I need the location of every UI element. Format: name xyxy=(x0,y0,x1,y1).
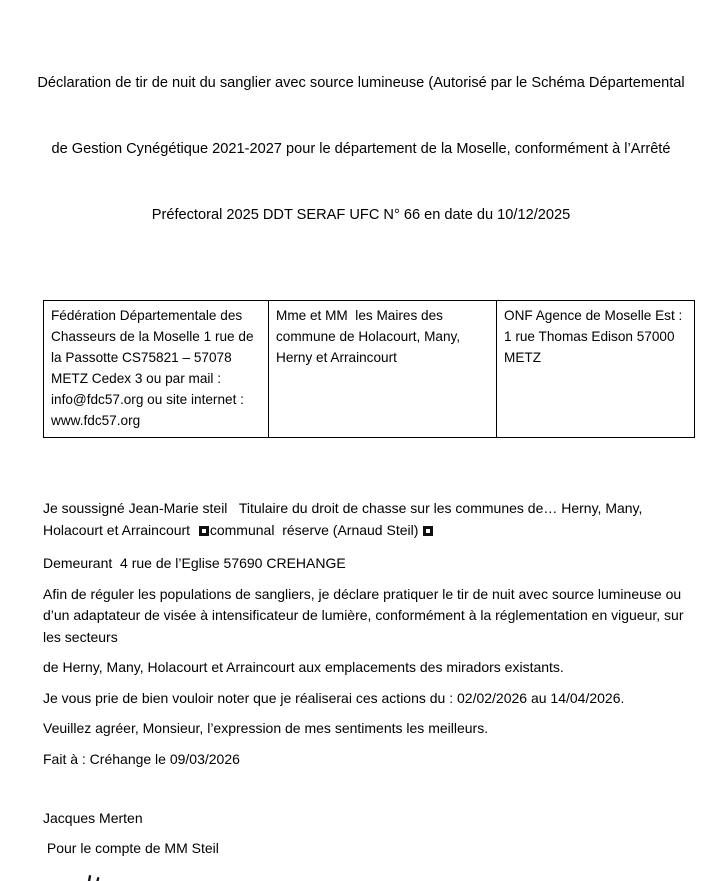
document-title xyxy=(30,28,692,270)
checkbox-icon xyxy=(199,526,209,536)
declaration-text-2: communal réserve (Arnaud Steil) xyxy=(209,521,423,538)
letter-body xyxy=(43,498,694,881)
document-title-line-1: Déclaration de tir de nuit du sanglier avec source lumineuse (Autorisé par le Schéma Départemental xyxy=(37,75,685,91)
recipients-table xyxy=(43,300,695,438)
table-cell-federation: Fédération Départementale des Chasseurs de la Moselle 1 rue de la Passotte CS75821 – 57078 METZ Cedex 3 ou par mail : info@fdc57.org ou site internet : www.fdc57.org xyxy=(43,300,269,438)
signature-image xyxy=(55,869,165,881)
table-cell-onf: ONF Agence de Moselle Est : 1 rue Thomas Edison 57000 METZ xyxy=(497,300,695,438)
checkbox-icon xyxy=(423,526,433,536)
pour-compte: Pour le compte de MM Steil xyxy=(43,839,219,856)
declaration-text-1: Je soussigné Jean-Marie steil Titulaire du droit de chasse sur les communes de… Herny, Many, Holacourt et Arraincourt xyxy=(43,500,647,538)
signature-svg xyxy=(55,869,165,881)
paragraph-politesse: Veuillez agréer, Monsieur, l’expression de mes sentiments les meilleurs. xyxy=(43,720,489,736)
signataire-name: Jacques Merten xyxy=(43,810,143,826)
paragraph-declaration xyxy=(43,498,694,541)
paragraph-demeurant: Demeurant 4 rue de l’Eglise 57690 CREHANGE xyxy=(43,555,346,571)
paragraph-afin: Afin de réguler les populations de sangliers, je déclare pratiquer le tir de nuit avec source lumineuse ou d’un adaptateur de visée à intensificateur de lumière, conformément à la réglementation en vigueur, sur les secteurs xyxy=(43,585,688,645)
paragraph-fait: Fait à : Créhange le 09/03/2026 xyxy=(43,750,240,767)
document-title-line-3: Préfectoral 2025 DDT SERAF UFC N° 66 en date du 10/12/2025 xyxy=(151,207,571,223)
document-title-line-2: de Gestion Cynégétique 2021-2027 pour le département de la Moselle, conformément à l’Arrêté xyxy=(51,141,671,157)
signature-stroke xyxy=(79,876,90,881)
table-cell-maires: Mme et MM les Maires des commune de Holacourt, Many, Herny et Arraincourt xyxy=(269,300,497,438)
paragraph-dates: Je vous prie de bien vouloir noter que je réaliserai ces actions du : 02/02/2026 au 14/04/2026. xyxy=(43,689,625,706)
paragraph-secteurs: de Herny, Many, Holacourt et Arraincourt aux emplacements des miradors existants. xyxy=(43,659,564,675)
